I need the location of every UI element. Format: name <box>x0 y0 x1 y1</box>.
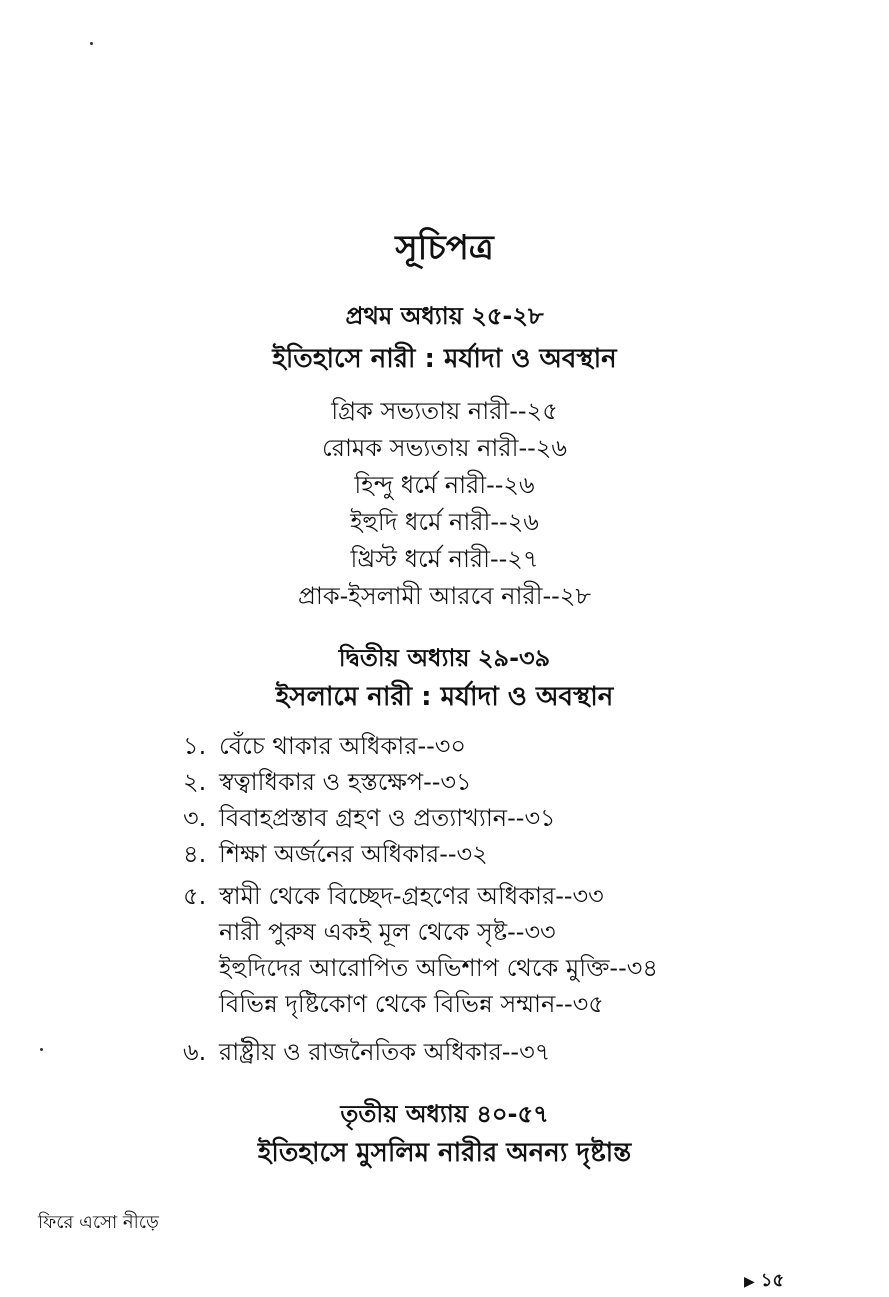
chapter1-item: রোমক সভ্যতায় নারী--২৬ <box>322 434 567 462</box>
list-subitem: নারী পুরুষ একই মূল থেকে সৃষ্ট--৩৩ <box>219 918 556 946</box>
list-text: শিক্ষা অর্জনের অধিকার--৩২ <box>219 840 488 868</box>
chapter2-heading: দ্বিতীয় অধ্যায় ২৯-৩৯ <box>338 644 551 672</box>
chapter1-heading: প্রথম অধ্যায় ২৫-২৮ <box>345 302 544 330</box>
list-subitem: ইহুদিদের আরোপিত অভিশাপ থেকে মুক্তি--৩৪ <box>219 954 658 982</box>
triangle-marker-icon: ▶ <box>744 1274 755 1290</box>
list-number: ১. <box>183 732 207 760</box>
chapter1-item: হিন্দু ধর্মে নারী--২৬ <box>354 471 535 499</box>
speck <box>40 1048 43 1051</box>
list-item <box>183 800 556 840</box>
list-number: ২. <box>183 768 207 796</box>
list-subitem: বিভিন্ন দৃষ্টিকোণ থেকে বিভিন্ন সম্মান--৩৫ <box>219 990 604 1018</box>
list-item <box>183 878 604 918</box>
page-title: সূচিপত্র <box>395 228 494 268</box>
chapter1-item: খ্রিস্ট ধর্মে নারী--২৭ <box>350 545 539 573</box>
chapter1-item: গ্রিক সভ্যতায় নারী--২৫ <box>331 397 558 425</box>
list-number: ৬. <box>183 1038 207 1066</box>
list-item <box>183 1034 550 1074</box>
list-item <box>183 728 466 768</box>
list-text: বেঁচে থাকার অধিকার--৩০ <box>219 732 466 760</box>
page-number-value: ১৫ <box>760 1270 785 1291</box>
list-item <box>183 764 472 804</box>
list-number: ৫. <box>183 882 207 910</box>
running-footer-title: ফিরে এসো নীড়ে <box>38 1212 159 1233</box>
list-text: স্বত্বাধিকার ও হস্তক্ষেপ--৩১ <box>219 768 472 796</box>
chapter1-item: ইহুদি ধর্মে নারী--২৬ <box>350 508 539 536</box>
chapter1-item: প্রাক-ইসলামী আরবে নারী--২৮ <box>297 582 591 610</box>
list-number: ৩. <box>183 804 207 832</box>
chapter1-subtitle: ইতিহাসে নারী : মর্যাদা ও অবস্থান <box>272 344 617 374</box>
list-text: বিবাহপ্রস্তাব গ্রহণ ও প্রত্যাখ্যান--৩১ <box>219 804 556 832</box>
list-item <box>183 836 488 876</box>
speck <box>90 42 93 45</box>
list-number: ৪. <box>183 840 207 868</box>
chapter3-subtitle: ইতিহাসে মুসলিম নারীর অনন্য দৃষ্টান্ত <box>257 1138 632 1168</box>
list-text: রাষ্ট্রীয় ও রাজনৈতিক অধিকার--৩৭ <box>219 1038 551 1066</box>
list-text: স্বামী থেকে বিচ্ছেদ-গ্রহণের অধিকার--৩৩ <box>219 882 604 910</box>
chapter2-subtitle: ইসলামে নারী : মর্যাদা ও অবস্থান <box>275 682 614 712</box>
page-number <box>744 1266 784 1297</box>
chapter3-heading: তৃতীয় অধ্যায় ৪০-৫৭ <box>340 1100 549 1128</box>
